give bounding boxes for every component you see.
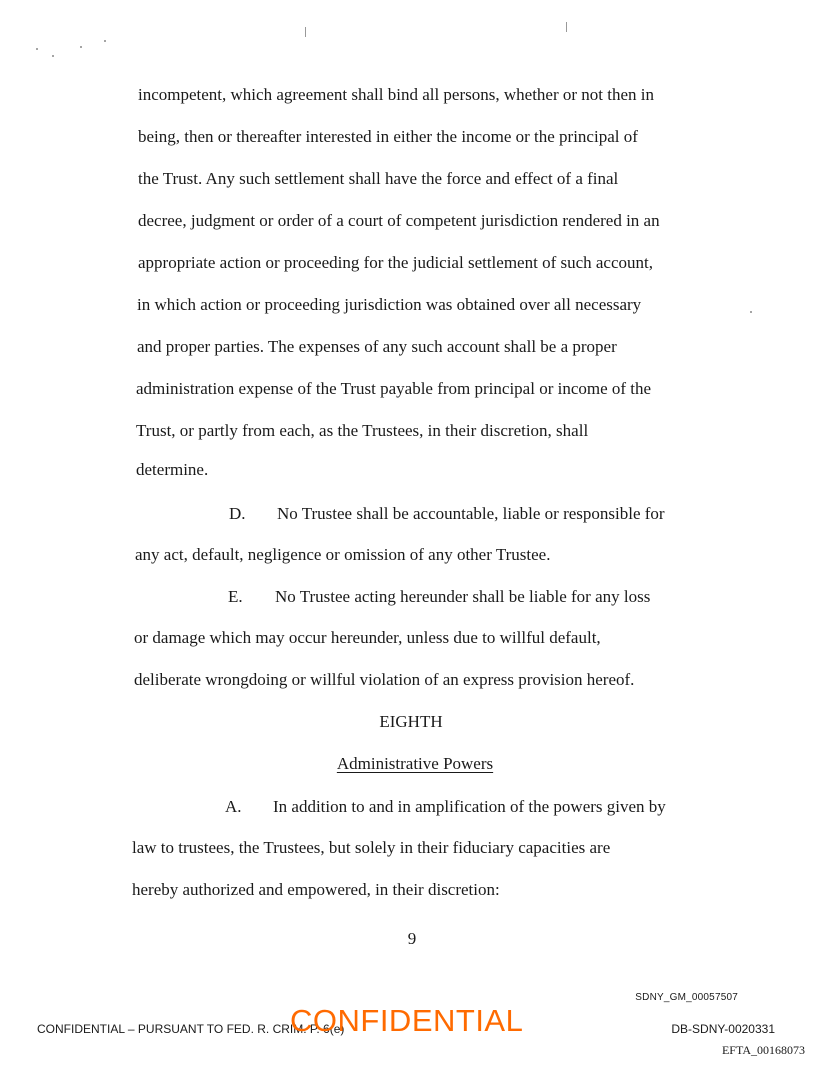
paragraph-d: [229, 504, 665, 524]
paragraph-e-second-line: or damage which may occur hereunder, unless due to willful default,: [134, 628, 601, 647]
article-heading: EIGHTH: [379, 712, 443, 731]
paragraph-a-first-line: In addition to and in amplification of the powers given by: [273, 797, 666, 816]
paragraph-a-label: A.: [225, 797, 242, 816]
paragraph-d-label: D.: [229, 504, 246, 523]
scan-speck: [80, 46, 82, 48]
body-line: incompetent, which agreement shall bind all persons, whether or not then in: [138, 85, 655, 104]
confidential-stamp: CONFIDENTIAL: [290, 1003, 524, 1038]
bates-number-top: SDNY_GM_00057507: [635, 992, 738, 1003]
body-line: administration expense of the Trust payable from principal or income of the: [136, 379, 652, 398]
body-line: appropriate action or proceeding for the judicial settlement of such account,: [138, 253, 653, 272]
article-subheading: Administrative Powers: [336, 754, 494, 773]
body-line: decree, judgment or order of a court of competent jurisdiction rendered in an: [138, 211, 660, 230]
scan-speck: [104, 40, 106, 42]
body-line: Trust, or partly from each, as the Trustees, in their discretion, shall: [136, 421, 589, 440]
article-subheading-wrap: [7, 754, 816, 774]
paragraph-e-label: E.: [228, 587, 243, 606]
scan-speck: [52, 55, 54, 57]
confidential-notice: CONFIDENTIAL – PURSUANT TO FED. R. CRIM. P. 6(e): [37, 1022, 345, 1036]
paragraph-e-first-line: No Trustee acting hereunder shall be liable for any loss: [275, 587, 651, 606]
paragraph-e: [228, 587, 651, 607]
paragraph-d-second-line: any act, default, negligence or omission of any other Trustee.: [135, 545, 551, 564]
paragraph-a-third-line: hereby authorized and empowered, in their discretion:: [132, 880, 500, 899]
paragraph-d-first-line: No Trustee shall be accountable, liable or responsible for: [277, 504, 665, 523]
body-line: determine.: [136, 460, 209, 479]
paragraph-a-second-line: law to trustees, the Trustees, but solely in their fiduciary capacities are: [132, 838, 611, 857]
paragraph-e-third-line: deliberate wrongdoing or willful violation of an express provision hereof.: [134, 670, 635, 689]
body-line: in which action or proceeding jurisdiction was obtained over all necessary: [137, 295, 642, 314]
scan-speck: [36, 48, 38, 50]
efta-id: EFTA_00168073: [721, 1043, 805, 1057]
body-line: being, then or thereafter interested in either the income or the principal of: [138, 127, 638, 146]
paragraph-a: [225, 797, 666, 817]
scan-mark: [305, 27, 306, 37]
scan-speck: [750, 311, 752, 313]
scan-mark: [566, 22, 567, 32]
page-number: 9: [407, 929, 417, 948]
body-line: and proper parties. The expenses of any such account shall be a proper: [137, 337, 617, 356]
bates-number-bottom: DB-SDNY-0020331: [671, 1022, 775, 1036]
body-line: the Trust. Any such settlement shall have the force and effect of a final: [138, 169, 619, 188]
